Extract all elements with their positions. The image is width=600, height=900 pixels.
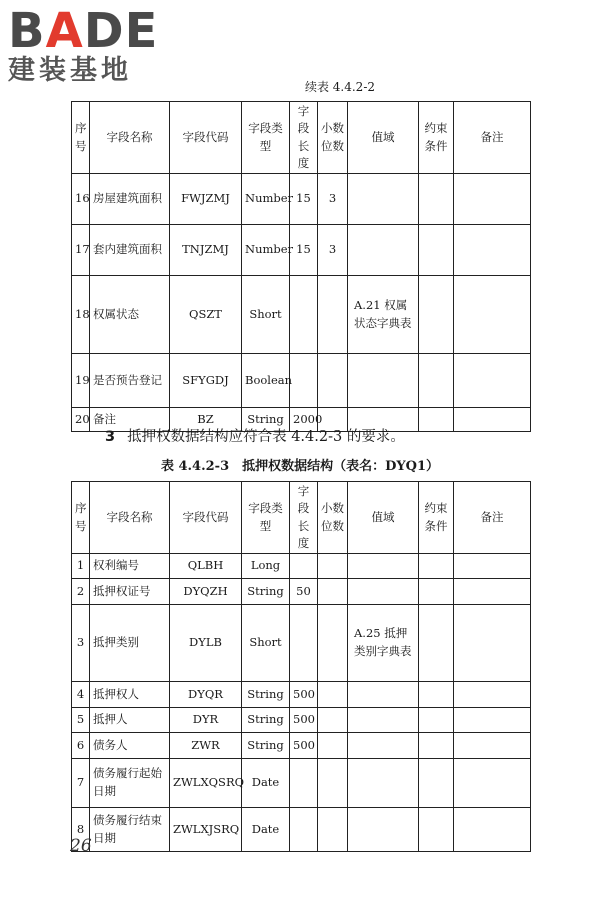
header-cell: 字段名称: [90, 482, 170, 554]
cell-field-length: [290, 808, 318, 852]
table-row: [72, 554, 531, 579]
header-cell: 小数位数: [318, 482, 348, 554]
header-cell: 字段名称: [90, 102, 170, 174]
cell-constraint: [419, 408, 454, 432]
cell-field-name: 债务履行起始日期: [90, 759, 170, 808]
header-cell: 备注: [454, 482, 531, 554]
cell-field-type: Date: [242, 808, 290, 852]
clause-3: [105, 425, 405, 446]
cell-field-length: [290, 354, 318, 408]
cell-constraint: [419, 579, 454, 605]
header-cell: 序号: [72, 482, 90, 554]
header-cell: 序号: [72, 102, 90, 174]
cell-field-name: 房屋建筑面积: [90, 174, 170, 225]
page-number: 26: [70, 836, 92, 856]
cell-domain: [348, 225, 419, 276]
cell-domain: [348, 759, 419, 808]
table-1-caption: 续表 4.4.2-2: [304, 80, 376, 94]
cell-decimals: [318, 554, 348, 579]
cell-remark: [454, 354, 531, 408]
table-row: [72, 225, 531, 276]
cell-remark: [454, 225, 531, 276]
clause-text: 抵押权数据结构应符合表 4.4.2-3 的要求。: [127, 429, 405, 445]
cell-domain: [348, 174, 419, 225]
cell-field-code: DYLB: [170, 605, 242, 682]
cell-domain: [348, 554, 419, 579]
cell-remark: [454, 708, 531, 733]
cell-domain: [348, 579, 419, 605]
cell-domain: [348, 708, 419, 733]
cell-field-code: BZ: [170, 408, 242, 432]
cell-constraint: [419, 708, 454, 733]
cell-constraint: [419, 276, 454, 354]
cell-field-name: 抵押人: [90, 708, 170, 733]
cell-field-length: 2000: [290, 408, 318, 432]
cell-constraint: [419, 733, 454, 759]
cell-seq: 5: [72, 708, 90, 733]
table-row: [72, 682, 531, 708]
cell-field-length: 15: [290, 225, 318, 276]
cell-seq: 3: [72, 605, 90, 682]
cell-constraint: [419, 225, 454, 276]
brand-wordmark: BADE: [8, 3, 159, 59]
cell-field-length: 500: [290, 708, 318, 733]
header-cell: 字段代码: [170, 482, 242, 554]
cell-seq: 17: [72, 225, 90, 276]
cell-field-code: QLBH: [170, 554, 242, 579]
cell-field-code: ZWLXJSRQ: [170, 808, 242, 852]
cell-field-length: [290, 605, 318, 682]
cell-seq: 4: [72, 682, 90, 708]
cell-remark: [454, 733, 531, 759]
table-row: [72, 605, 531, 682]
cell-domain: [348, 733, 419, 759]
cell-field-code: ZWLXQSRQ: [170, 759, 242, 808]
cell-decimals: [318, 605, 348, 682]
cell-field-code: DYQR: [170, 682, 242, 708]
cell-field-type: String: [242, 733, 290, 759]
cell-remark: [454, 174, 531, 225]
table-row: [72, 354, 531, 408]
table-row: [72, 579, 531, 605]
cell-domain: [348, 682, 419, 708]
cell-domain: [348, 808, 419, 852]
cell-field-length: [290, 276, 318, 354]
cell-constraint: [419, 759, 454, 808]
header-cell: 值域: [348, 482, 419, 554]
brand-subtitle: 建装基地: [8, 55, 132, 86]
cell-field-type: String: [242, 579, 290, 605]
clause-number: 3: [105, 429, 116, 445]
table-header-row: [72, 102, 531, 174]
cell-constraint: [419, 174, 454, 225]
cell-field-code: DYR: [170, 708, 242, 733]
cell-field-type: Number: [242, 225, 290, 276]
cell-decimals: [318, 808, 348, 852]
cell-field-length: 50: [290, 579, 318, 605]
cell-seq: 19: [72, 354, 90, 408]
cell-domain: [348, 354, 419, 408]
cell-field-type: Number: [242, 174, 290, 225]
cell-field-length: 500: [290, 733, 318, 759]
cell-field-length: [290, 554, 318, 579]
cell-field-name: 抵押类别: [90, 605, 170, 682]
table-row: [72, 733, 531, 759]
cell-constraint: [419, 682, 454, 708]
cell-field-type: Boolean: [242, 354, 290, 408]
table-row: [72, 708, 531, 733]
cell-constraint: [419, 605, 454, 682]
cell-decimals: [318, 733, 348, 759]
cell-field-length: 15: [290, 174, 318, 225]
cell-field-type: String: [242, 708, 290, 733]
cell-seq: 20: [72, 408, 90, 432]
cell-field-type: Short: [242, 605, 290, 682]
brand-logo: [8, 3, 178, 86]
cell-decimals: [318, 682, 348, 708]
cell-seq: 1: [72, 554, 90, 579]
header-cell: 约束条件: [419, 102, 454, 174]
table-row: [72, 276, 531, 354]
cell-constraint: [419, 554, 454, 579]
cell-decimals: [318, 354, 348, 408]
header-cell: 字段代码: [170, 102, 242, 174]
cell-field-code: FWJZMJ: [170, 174, 242, 225]
cell-decimals: 3: [318, 225, 348, 276]
cell-decimals: 3: [318, 174, 348, 225]
cell-decimals: [318, 708, 348, 733]
cell-field-type: Date: [242, 759, 290, 808]
header-cell: 字段类型: [242, 102, 290, 174]
header-cell: 字段长度: [290, 102, 318, 174]
header-cell: 值域: [348, 102, 419, 174]
table-4-4-2-3: [71, 481, 531, 852]
header-cell: 字段长度: [290, 482, 318, 554]
cell-field-name: 债务履行结束日期: [90, 808, 170, 852]
table-row: [72, 808, 531, 852]
cell-remark: [454, 408, 531, 432]
table-row: [72, 174, 531, 225]
cell-field-name: 权利编号: [90, 554, 170, 579]
cell-field-code: SFYGDJ: [170, 354, 242, 408]
header-cell: 约束条件: [419, 482, 454, 554]
cell-field-name: 权属状态: [90, 276, 170, 354]
cell-seq: 18: [72, 276, 90, 354]
cell-field-code: QSZT: [170, 276, 242, 354]
cell-field-code: DYQZH: [170, 579, 242, 605]
cell-seq: 6: [72, 733, 90, 759]
table-continued-4-4-2-2: [71, 101, 531, 432]
cell-seq: 7: [72, 759, 90, 808]
header-cell: 字段类型: [242, 482, 290, 554]
cell-field-name: 债务人: [90, 733, 170, 759]
cell-field-length: [290, 759, 318, 808]
table-2-caption: 表 4.4.2-3 抵押权数据结构（表名：DYQ1）: [160, 459, 440, 474]
cell-field-name: 抵押权人: [90, 682, 170, 708]
cell-field-name: 抵押权证号: [90, 579, 170, 605]
cell-remark: [454, 759, 531, 808]
cell-decimals: [318, 276, 348, 354]
header-cell: 备注: [454, 102, 531, 174]
cell-domain: A.21 权属状态字典表: [348, 276, 419, 354]
cell-seq: 8: [72, 808, 90, 852]
cell-constraint: [419, 808, 454, 852]
cell-constraint: [419, 354, 454, 408]
cell-seq: 2: [72, 579, 90, 605]
cell-field-name: 套内建筑面积: [90, 225, 170, 276]
cell-field-code: TNJZMJ: [170, 225, 242, 276]
cell-seq: 16: [72, 174, 90, 225]
cell-remark: [454, 808, 531, 852]
cell-remark: [454, 605, 531, 682]
cell-field-type: String: [242, 408, 290, 432]
cell-remark: [454, 579, 531, 605]
cell-field-name: 备注: [90, 408, 170, 432]
cell-domain: A.25 抵押类别字典表: [348, 605, 419, 682]
table-row: [72, 759, 531, 808]
cell-decimals: [318, 759, 348, 808]
cell-field-type: Short: [242, 276, 290, 354]
table-header-row: [72, 482, 531, 554]
cell-field-code: ZWR: [170, 733, 242, 759]
cell-field-type: String: [242, 682, 290, 708]
cell-field-name: 是否预告登记: [90, 354, 170, 408]
cell-remark: [454, 682, 531, 708]
cell-decimals: [318, 579, 348, 605]
cell-field-type: Long: [242, 554, 290, 579]
cell-remark: [454, 554, 531, 579]
header-cell: 小数位数: [318, 102, 348, 174]
cell-field-length: 500: [290, 682, 318, 708]
cell-remark: [454, 276, 531, 354]
